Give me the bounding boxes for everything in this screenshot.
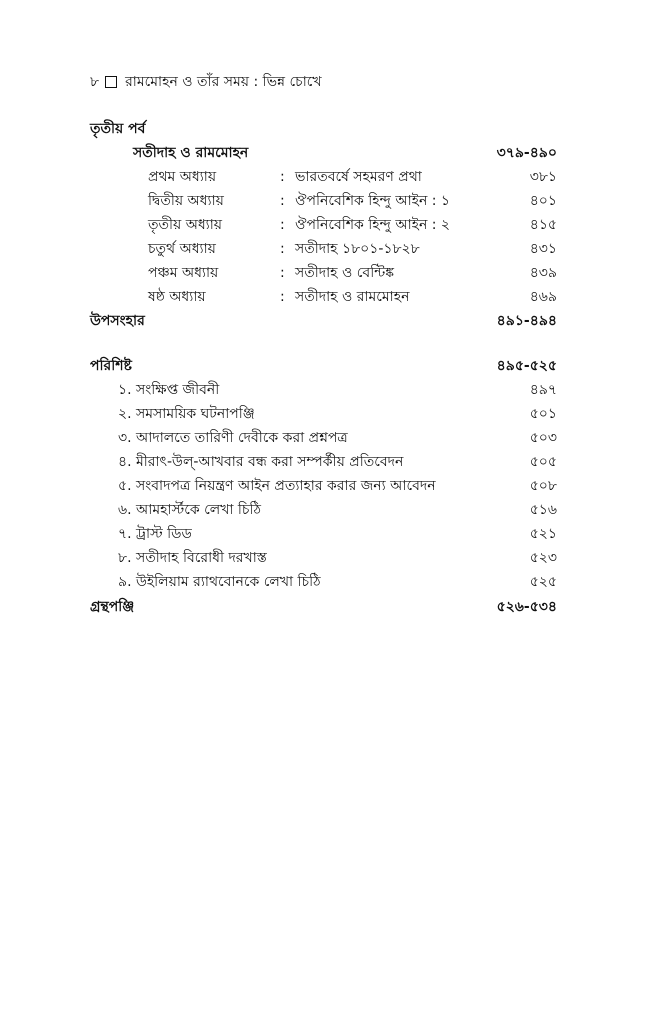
appendix-item: ৯. উইলিয়াম র‍্যাথবোনকে লেখা চিঠি: [118, 574, 321, 590]
appendix-item-page: ৫২৩: [529, 550, 557, 566]
chapter-label: তৃতীয় অধ্যায়: [148, 217, 223, 233]
header-title: রামমোহন ও তাঁর সময় : ভিন্ন চোখে: [125, 74, 322, 90]
chapter-topic: ভারতবর্ষে সহমরণ প্রথা: [295, 169, 422, 185]
header-page-number: ৮: [90, 74, 100, 90]
epilogue-pages: ৪৯১-৪৯৪: [496, 313, 557, 329]
appendix-item-page: ৪৯৭: [529, 382, 557, 398]
bibliography-pages: ৫২৬-৫৩৪: [496, 599, 557, 615]
appendix-item-page: ৫১৬: [529, 502, 557, 518]
chapter-page: ৩৮১: [529, 169, 557, 185]
section-title: সতীদাহ ও রামমোহন: [133, 145, 249, 161]
chapter-separator: :: [280, 217, 285, 233]
appendix-item: ৪. মীরাৎ-উল্-আখবার বন্ধ করা সম্পর্কীয় প্রতিবেদন: [118, 454, 404, 470]
epilogue-title: উপসংহার: [90, 313, 145, 329]
chapter-page: ৪১৫: [529, 217, 557, 233]
chapter-separator: :: [280, 193, 285, 209]
bibliography-title: গ্রন্থপঞ্জি: [90, 599, 135, 615]
chapter-label: পঞ্চম অধ্যায়: [148, 265, 219, 281]
square-box-icon: [105, 76, 117, 88]
chapter-separator: :: [280, 265, 285, 281]
appendix-title: পরিশিষ্ট: [90, 358, 132, 374]
chapter-page: ৪০১: [529, 193, 557, 209]
chapter-page: ৪৩১: [529, 241, 557, 257]
running-header: [90, 70, 322, 94]
appendix-item-page: ৫০৮: [529, 478, 557, 494]
chapter-page: ৪৬৯: [529, 289, 557, 305]
appendix-item: ২. সমসাময়িক ঘটনাপঞ্জি: [118, 406, 255, 422]
chapter-label: ষষ্ঠ অধ্যায়: [148, 289, 206, 305]
chapter-separator: :: [280, 241, 285, 257]
appendix-item: ৬. আমহার্স্টকে লেখা চিঠি: [118, 502, 261, 518]
chapter-separator: :: [280, 289, 285, 305]
chapter-page: ৪৩৯: [529, 265, 557, 281]
chapter-topic: সতীদাহ ও বেন্টিঙ্ক: [295, 265, 394, 281]
appendix-item-page: ৫০১: [529, 406, 557, 422]
section-pages: ৩৭৯-৪৯০: [496, 145, 557, 161]
chapter-label: চতুর্থ অধ্যায়: [148, 241, 216, 257]
appendix-item-page: ৫০৫: [529, 454, 557, 470]
appendix-item-page: ৫০৩: [529, 430, 557, 446]
chapter-separator: :: [280, 169, 285, 185]
chapter-topic: সতীদাহ ১৮০১-১৮২৮: [295, 241, 420, 257]
appendix-item: ৫. সংবাদপত্র নিয়ন্ত্রণ আইন প্রত্যাহার করার জন্য আবেদন: [118, 478, 436, 494]
chapter-label: প্রথম অধ্যায়: [148, 169, 217, 185]
appendix-item-page: ৫২১: [529, 526, 557, 542]
appendix-item: ৭. ট্রাস্ট ডিড: [118, 526, 192, 542]
chapter-topic: ঔপনিবেশিক হিন্দু আইন : ২: [295, 217, 451, 233]
appendix-item: ৮. সতীদাহ বিরোধী দরখাস্ত: [118, 550, 267, 566]
chapter-label: দ্বিতীয় অধ্যায়: [148, 193, 224, 209]
appendix-pages: ৪৯৫-৫২৫: [496, 358, 557, 374]
appendix-item-page: ৫২৫: [529, 574, 557, 590]
part-title: তৃতীয় পর্ব: [90, 121, 146, 137]
appendix-item: ১. সংক্ষিপ্ত জীবনী: [118, 382, 220, 398]
appendix-item: ৩. আদালতে তারিণী দেবীকে করা প্রশ্নপত্র: [118, 430, 348, 446]
chapter-topic: ঔপনিবেশিক হিন্দু আইন : ১: [295, 193, 451, 209]
chapter-topic: সতীদাহ ও রামমোহন: [295, 289, 410, 305]
